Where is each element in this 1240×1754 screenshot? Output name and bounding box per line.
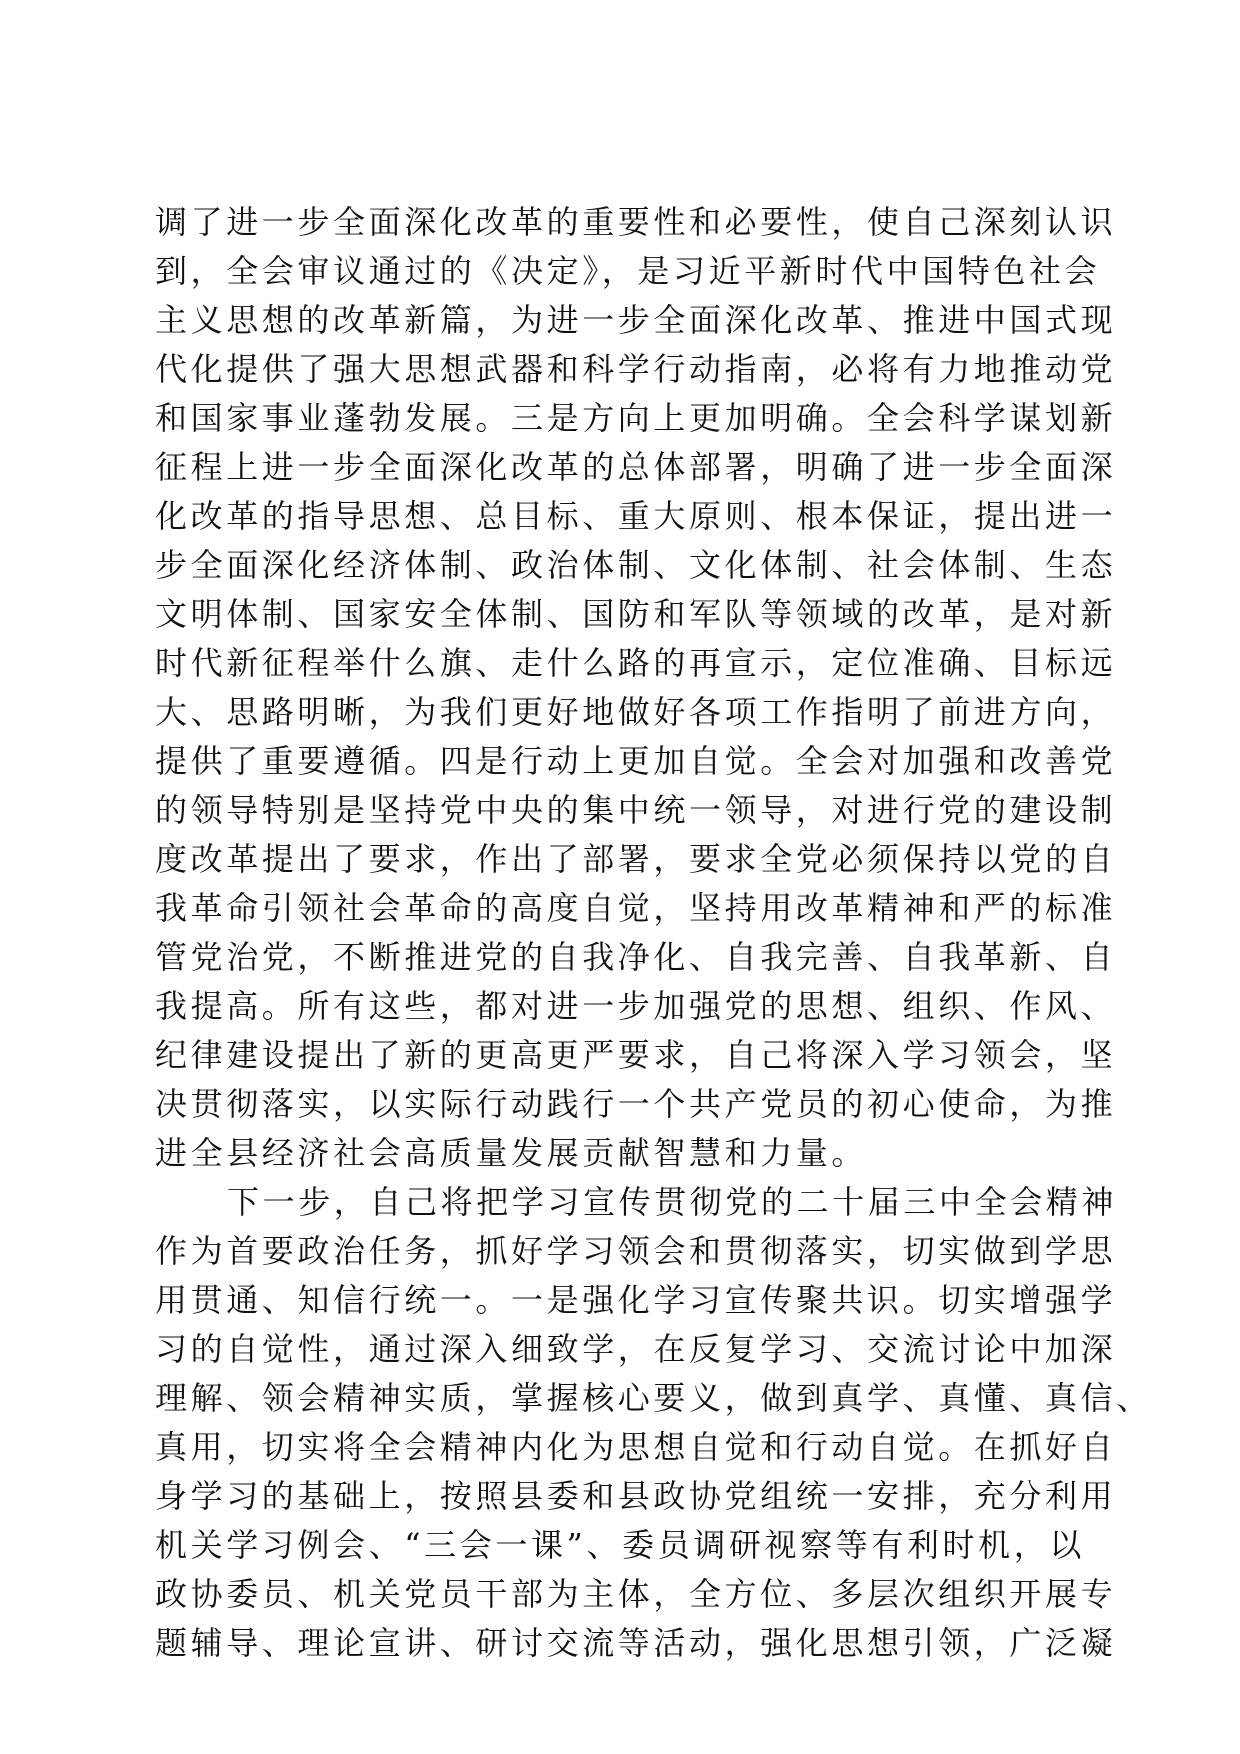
text-line: 作为首要政治任务，抓好学习领会和贯彻落实，切实做到学思 [155, 1232, 1117, 1270]
text-line: 我提高。所有这些，都对进一步加强党的思想、组织、作风、 [155, 987, 1117, 1025]
text-line: 调了进一步全面深化改革的重要性和必要性，使自己深刻认识 [155, 203, 1117, 241]
text-line: 管党治党，不断推进党的自我净化、自我完善、自我革新、自 [155, 938, 1117, 976]
text-line: 纪律建设提出了新的更高更严要求，自己将深入学习领会，坚 [155, 1036, 1117, 1074]
text-line: 政协委员、机关党员干部为主体，全方位、多层次组织开展专 [155, 1575, 1117, 1613]
text-line: 身学习的基础上，按照县委和县政协党组统一安排，充分利用 [155, 1477, 1117, 1515]
text-line: 代化提供了强大思想武器和科学行动指南，必将有力地推动党 [155, 350, 1117, 388]
text-line: 真用，切实将全会精神内化为思想自觉和行动自觉。在抓好自 [155, 1428, 1117, 1466]
text-line: 文明体制、国家安全体制、国防和军队等领域的改革，是对新 [155, 595, 1117, 633]
body-text [155, 198, 1152, 1668]
text-line: 我革命引领社会革命的高度自觉，坚持用改革精神和严的标准 [155, 889, 1117, 927]
text-line: 主义思想的改革新篇，为进一步全面深化改革、推进中国式现 [155, 301, 1117, 339]
text-line: 征程上进一步全面深化改革的总体部署，明确了进一步全面深 [155, 448, 1117, 486]
text-line: 机关学习例会、“三会一课”、委员调研视察等有利时机，以 [155, 1526, 1085, 1564]
text-line: 时代新征程举什么旗、走什么路的再宣示，定位准确、目标远 [155, 644, 1117, 682]
text-line: 题辅导、理论宣讲、研讨交流等活动，强化思想引领，广泛凝 [155, 1624, 1117, 1662]
text-line: 到，全会审议通过的《决定》，是习近平新时代中国特色社会 [155, 252, 1101, 290]
text-line: 大、思路明晰，为我们更好地做好各项工作指明了前进方向， [155, 693, 1117, 731]
text-line: 用贯通、知信行统一。一是强化学习宣传聚共识。切实增强学 [155, 1281, 1117, 1319]
text-line: 进全县经济社会高质量发展贡献智慧和力量。 [155, 1134, 868, 1172]
paragraph-start-line: 下一步，自己将把学习宣传贯彻党的二十届三中全会精神 [227, 1183, 1118, 1221]
text-line: 理解、领会精神实质，掌握核心要义，做到真学、真懂、真信、 [155, 1379, 1152, 1417]
text-line: 化改革的指导思想、总目标、重大原则、根本保证，提出进一 [155, 497, 1117, 535]
text-line: 度改革提出了要求，作出了部署，要求全党必须保持以党的自 [155, 840, 1117, 878]
text-line: 的领导特别是坚持党中央的集中统一领导，对进行党的建设制 [155, 791, 1117, 829]
text-line: 步全面深化经济体制、政治体制、文化体制、社会体制、生态 [155, 546, 1117, 584]
text-line: 决贯彻落实，以实际行动践行一个共产党员的初心使命，为推 [155, 1085, 1117, 1123]
text-line: 和国家事业蓬勃发展。三是方向上更加明确。全会科学谋划新 [155, 399, 1117, 437]
text-line: 习的自觉性，通过深入细致学，在反复学习、交流讨论中加深 [155, 1330, 1117, 1368]
text-line: 提供了重要遵循。四是行动上更加自觉。全会对加强和改善党 [155, 742, 1117, 780]
